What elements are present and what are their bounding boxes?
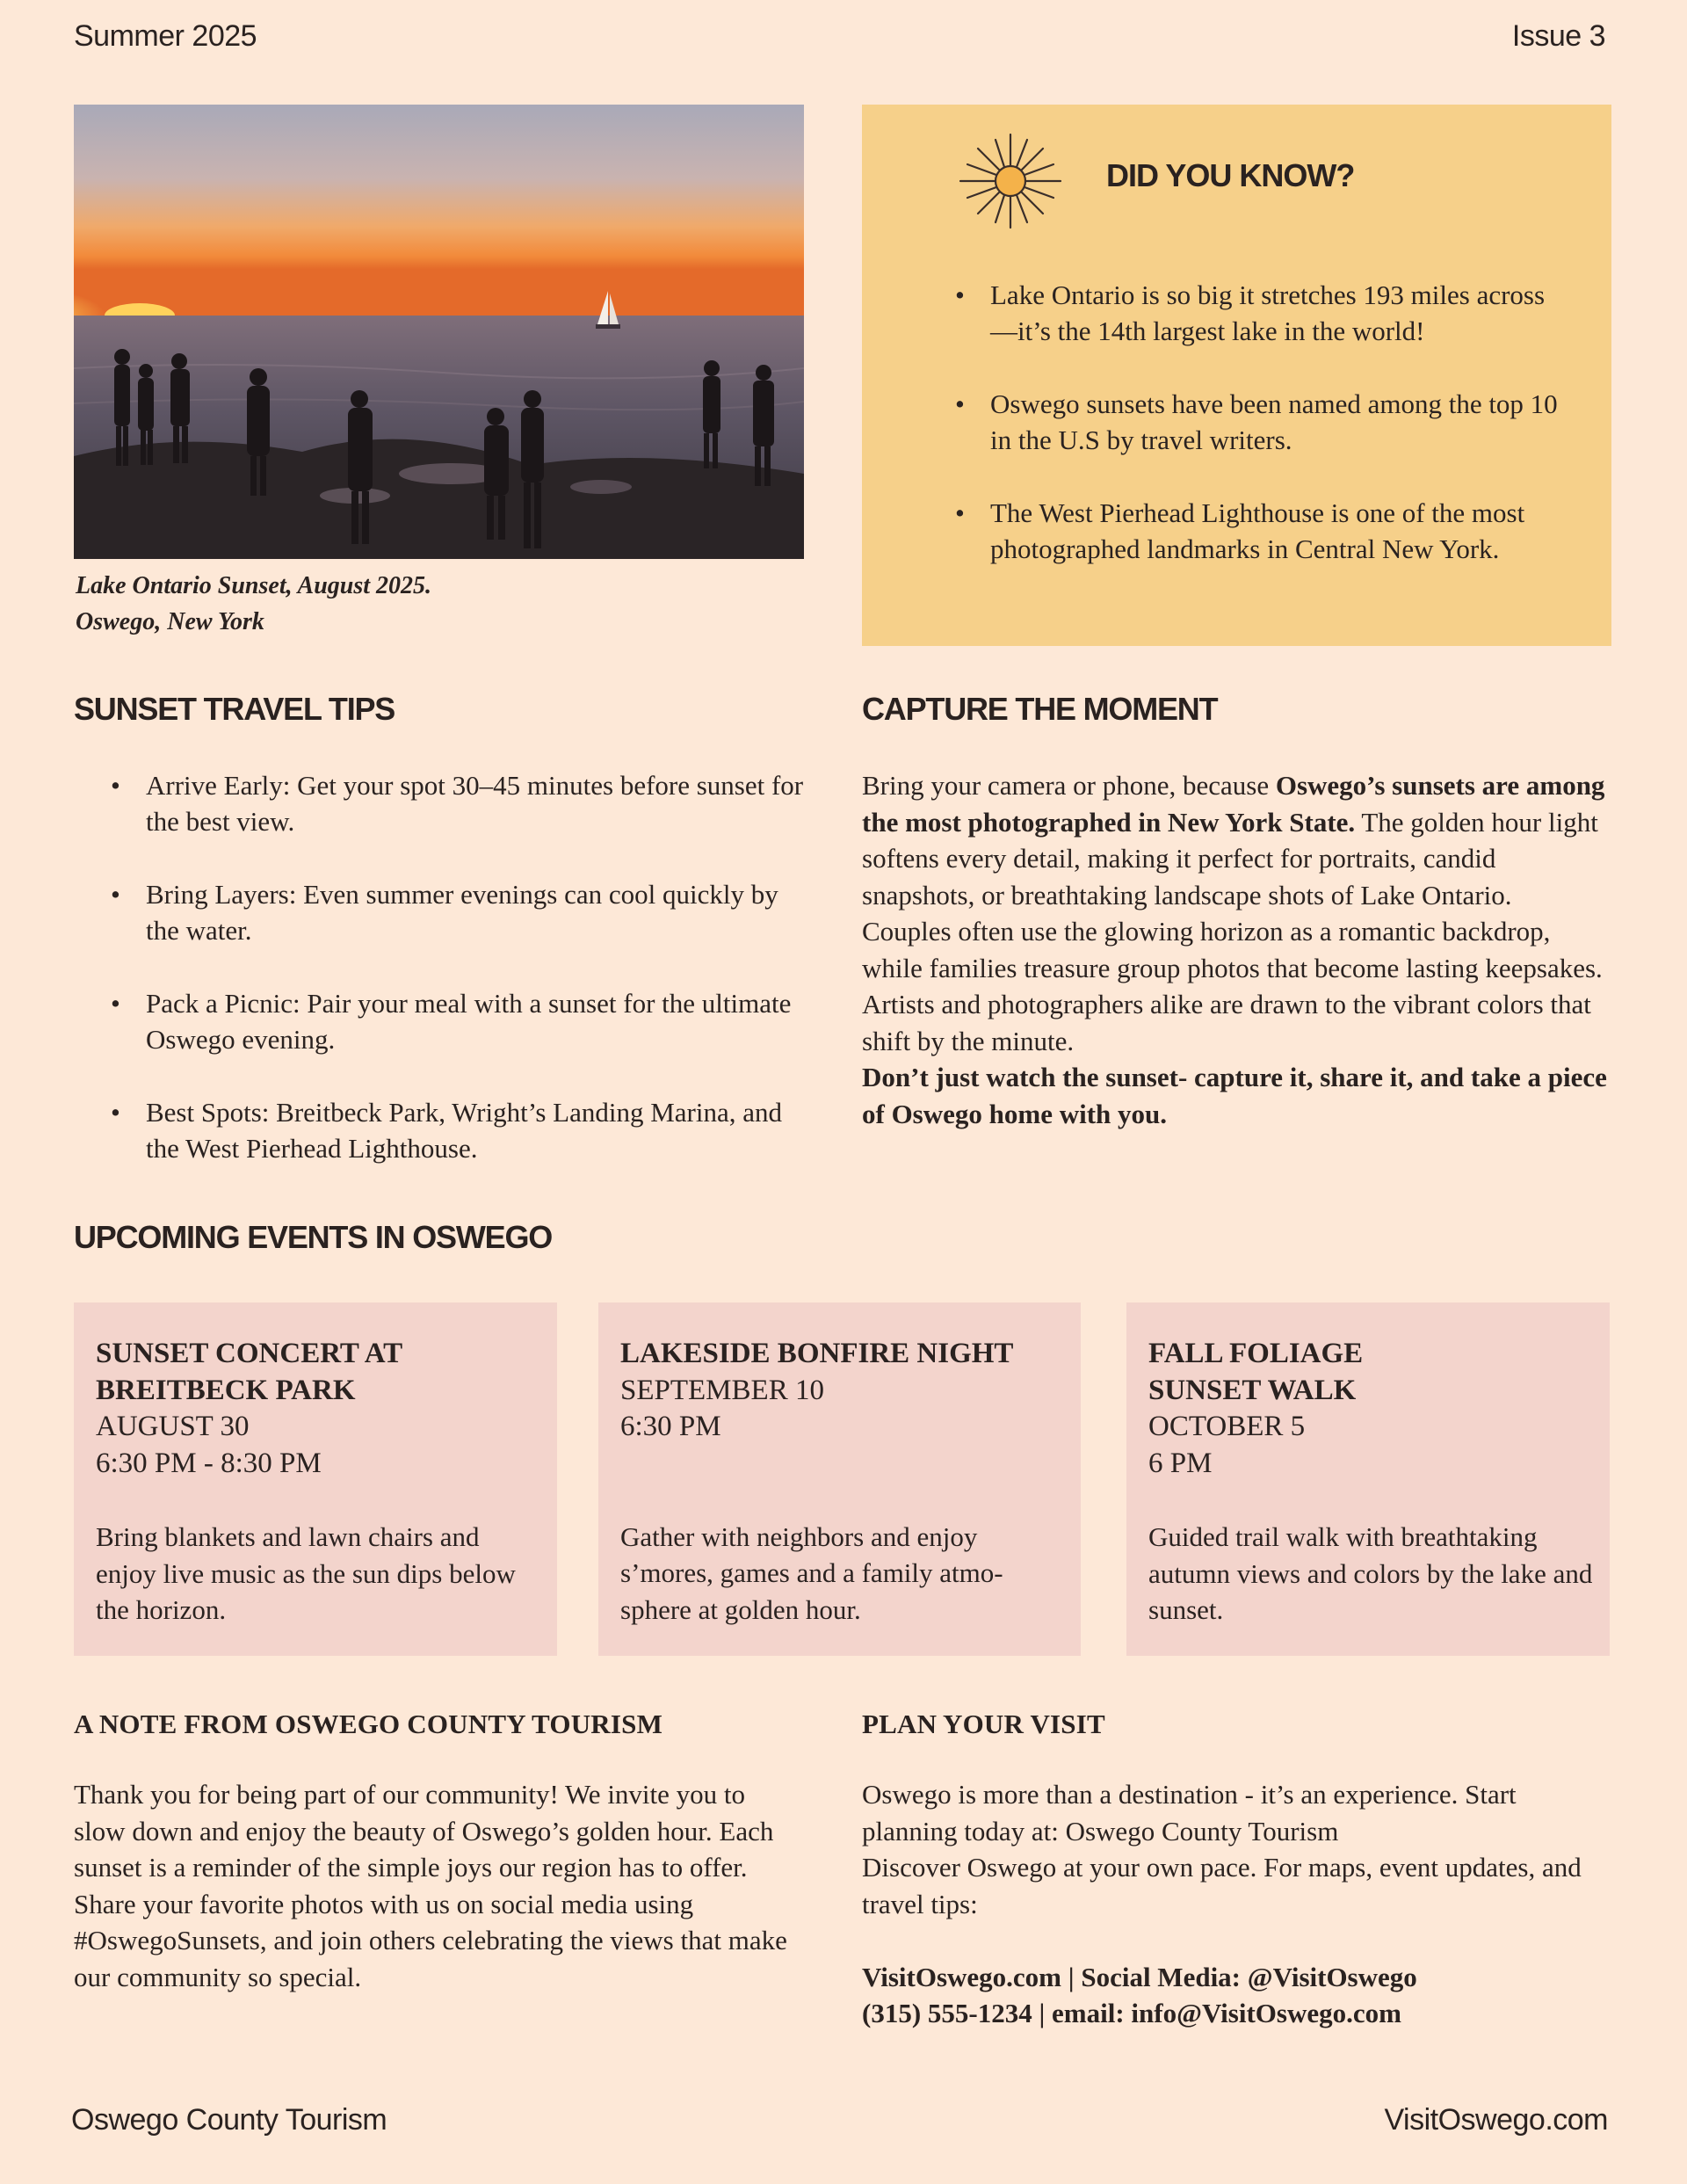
capture-p1-bold: Oswego’s sunsets are among the most photographed in New York State. (862, 770, 1605, 838)
did-you-know-box (862, 105, 1611, 646)
fact-item: • The West Pierhead Lighthouse is one of the most photographed landmarks in Central New York. (953, 495, 1568, 567)
event-description: Gather with neighbors and enjoy s’mores, games and a family atmosphere at golden hour. (620, 1520, 1003, 1625)
footer-organization: Oswego County Tourism (71, 2103, 387, 2137)
capture-heading: CAPTURE THE MOMENT (862, 691, 1218, 727)
event-date: AUGUST 30 (96, 1411, 250, 1442)
fact-item: • Oswego sunsets have been named among the top 10 in the U.S by travel writers. (953, 386, 1568, 458)
sunset-photo (74, 105, 804, 559)
capture-p3-bold: Don’t just watch the sunset- capture it, share it, and take a piece of Oswego home with you. (862, 1062, 1607, 1129)
event-title: FALL FOLIAGE SUNSET WALK (1148, 1338, 1364, 1406)
note-paragraph-2: Share your favorite photos with us on social media using #OswegoSunsets, and join others celebrating the views that make our community so special. (74, 1888, 787, 1992)
footer-website: VisitOswego.com (1384, 2103, 1608, 2137)
tip-item: • Arrive Early: Get your spot 30–45 minutes before sunset for the best view. (109, 767, 812, 839)
event-time: 6:30 PM - 8:30 PM (96, 1447, 322, 1479)
tip-item: • Bring Layers: Even summer evenings can cool quickly by the water. (109, 876, 812, 948)
plan-contact-line-2: (315) 555-1234 | email: info@VisitOswego.com (862, 1998, 1401, 2028)
tips-list (109, 767, 812, 1203)
fact-item: • Lake Ontario is so big it stretches 193 miles across—it’s the 14th largest lake in the world! (953, 277, 1568, 349)
capture-paragraph-3 (862, 1059, 1609, 1132)
event-card (598, 1302, 1081, 1656)
plan-paragraph-2: Discover Oswego at your own pace. For maps, event updates, and travel tips: (862, 1852, 1582, 1919)
tips-heading: SUNSET TRAVEL TIPS (74, 691, 395, 727)
capture-paragraph-1 (862, 767, 1609, 913)
tip-item: • Best Spots: Breitbeck Park, Wright’s Landing Marina, and the West Pierhead Lighthouse. (109, 1094, 812, 1166)
event-time: 6 PM (1148, 1447, 1213, 1479)
note-heading: A NOTE FROM OSWEGO COUNTY TOURISM (74, 1709, 663, 1739)
capture-p1-rest: The golden hour light softens every detail, making it perfect for portraits, candid snapshots, or breathtaking landscape shots of Lake Ontario. (862, 806, 1598, 911)
facts-list (953, 277, 1568, 604)
plan-heading: PLAN YOUR VISIT (862, 1709, 1105, 1739)
note-paragraph-1: Thank you for being part of our community! We invite you to slow down and enjoy the beauty of Oswego’s golden hour. Each sunset is a reminder of the simple joys our region has to offer. (74, 1779, 774, 1883)
tip-item: • Pack a Picnic: Pair your meal with a sunset for the ultimate Oswego evening. (109, 985, 812, 1057)
plan-contact-line-1: VisitOswego.com | Social Media: @VisitOswego (862, 1961, 1417, 1992)
event-date: OCTOBER 5 (1148, 1411, 1306, 1442)
capture-body (862, 767, 1609, 1132)
plan-paragraph-1: Oswego is more than a destination - it’s an experience. Start planning today at: Oswego County Tourism (862, 1779, 1517, 1847)
event-description: Guided trail walk with breathtaking autumn views and colors by the lake and sunset. (1148, 1521, 1593, 1625)
event-title: SUNSET CONCERT AT BREITBECK PARK (96, 1338, 402, 1406)
event-time: 6:30 PM (620, 1411, 721, 1442)
event-title: LAKESIDE BONFIRE NIGHT (620, 1338, 1014, 1369)
events-heading: UPCOMING EVENTS IN OSWEGO (74, 1219, 553, 1255)
issue-season: Summer 2025 (74, 19, 257, 53)
sunset-photo-illustration (74, 105, 804, 559)
did-you-know-title: DID YOU KNOW? (1106, 157, 1355, 193)
event-description: Bring blankets and lawn chairs and enjoy live music as the sun dips below the horizon. (96, 1521, 516, 1625)
photo-caption-line1: Lake Ontario Sunset, August 2025. (76, 572, 432, 599)
plan-body (862, 1776, 1613, 2032)
note-body (74, 1776, 803, 1995)
event-card (1126, 1302, 1610, 1656)
event-date: SEPTEMBER 10 (620, 1374, 824, 1406)
sun-icon (953, 124, 1068, 238)
event-card (74, 1302, 557, 1656)
photo-caption (76, 568, 431, 640)
capture-p1-lead: Bring your camera or phone, because (862, 770, 1276, 801)
capture-paragraph-2: Couples often use the glowing horizon as a romantic backdrop, while families treasure group photos that become lasting keepsakes. Artists and photographers alike are drawn to the vibrant colors that shift by the minute. (862, 916, 1603, 1056)
photo-caption-line2: Oswego, New York (76, 608, 264, 635)
issue-number: Issue 3 (1511, 19, 1605, 53)
